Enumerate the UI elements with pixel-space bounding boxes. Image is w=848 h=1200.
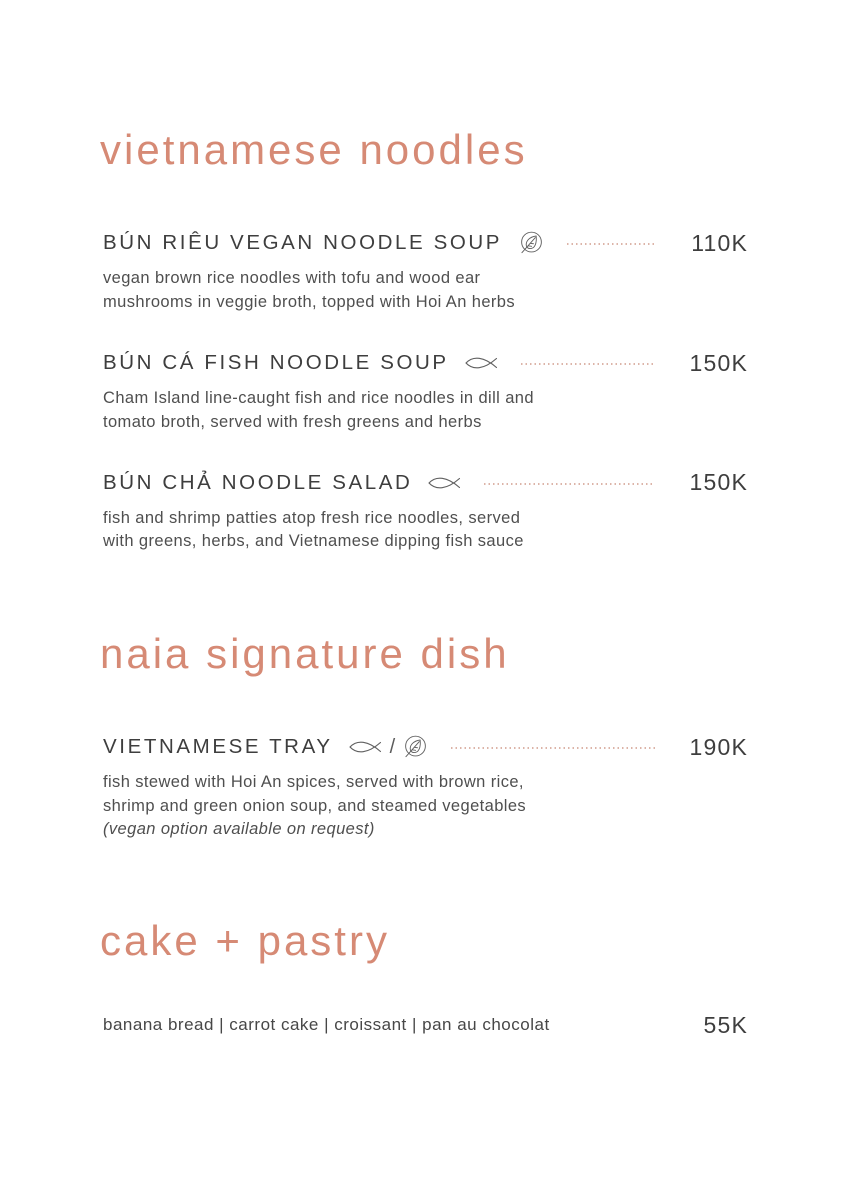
item-title: BÚN RIÊU VEGAN NOODLE SOUP — [103, 231, 503, 255]
item-description — [100, 507, 748, 554]
item-icons — [465, 353, 499, 373]
icon-separator: / — [389, 735, 396, 758]
item-row — [100, 348, 748, 378]
dotted-leader — [567, 243, 657, 245]
description-line: mushrooms in veggie broth, topped with Hoi An herbs — [103, 292, 516, 311]
menu-item-bun-rieu — [100, 228, 748, 314]
item-price: 55K — [703, 1011, 748, 1038]
item-icons — [428, 473, 462, 493]
item-icons — [349, 734, 430, 760]
item-icons — [518, 230, 545, 256]
item-price: 190K — [689, 733, 748, 760]
item-description — [100, 267, 748, 314]
section-naia-signature-dish — [100, 630, 748, 842]
section-heading: naia signature dish — [100, 629, 510, 677]
description-line: with greens, herbs, and Vietnamese dipping fish sauce — [103, 532, 524, 551]
description-line: tomato broth, served with fresh greens and herbs — [103, 412, 482, 431]
item-row — [100, 468, 748, 498]
description-line: fish stewed with Hoi An spices, served with brown rice, — [103, 773, 524, 792]
item-price: 150K — [689, 469, 748, 496]
menu-item-bun-cha — [100, 468, 748, 554]
dotted-leader — [484, 483, 655, 485]
dotted-leader — [451, 747, 655, 749]
item-title: VIETNAMESE TRAY — [103, 735, 333, 759]
description-line: vegan brown rice noodles with tofu and wood ear — [103, 269, 481, 288]
section-cake-pastry — [100, 917, 748, 1038]
description-line: fish and shrimp patties atop fresh rice noodles, served — [103, 508, 521, 527]
fish-icon — [349, 737, 383, 757]
section-heading: vietnamese noodles — [100, 126, 528, 173]
description-line: shrimp and green onion soup, and steamed vegetables — [103, 796, 527, 815]
item-title: banana bread | carrot cake | croissant | pan au chocolat — [103, 1015, 550, 1035]
item-price: 110K — [691, 229, 748, 256]
item-row — [100, 732, 748, 762]
item-title: BÚN CHẢ NOODLE SALAD — [103, 470, 413, 494]
item-description — [100, 387, 748, 434]
item-description — [100, 771, 748, 841]
item-row — [100, 228, 748, 258]
fish-icon — [465, 353, 499, 373]
menu-item-bun-ca — [100, 348, 748, 434]
description-line: Cham Island line-caught fish and rice noodles in dill and — [103, 389, 534, 408]
menu-item-vietnamese-tray — [100, 732, 748, 841]
item-price: 150K — [689, 349, 748, 376]
vegan-leaf-icon — [402, 734, 429, 760]
menu-item-pastries — [100, 1012, 748, 1039]
item-title: BÚN CÁ FISH NOODLE SOUP — [103, 351, 449, 375]
item-row — [100, 1012, 748, 1039]
dotted-leader — [521, 363, 656, 365]
section-heading: cake + pastry — [100, 917, 390, 965]
vegan-note: (vegan option available on request) — [103, 819, 375, 838]
vegan-leaf-icon — [518, 230, 545, 256]
fish-icon — [428, 473, 462, 493]
section-vietnamese-noodles — [100, 126, 748, 554]
